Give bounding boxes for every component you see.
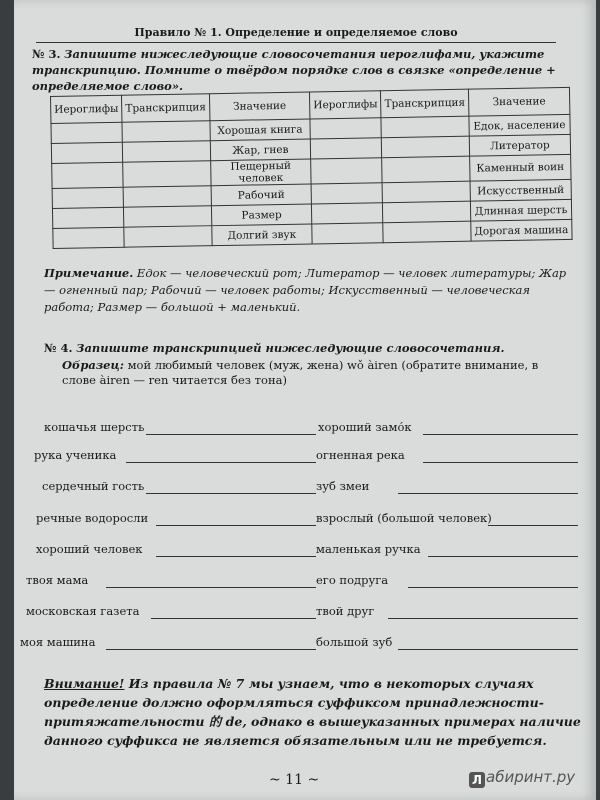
table-cell[interactable]	[382, 181, 470, 203]
answer-line[interactable]	[428, 556, 578, 557]
exercise-item	[316, 635, 578, 653]
table-cell: Долгий звук	[211, 224, 312, 246]
table-cell[interactable]	[124, 226, 212, 248]
note-label: Примечание.	[44, 266, 134, 280]
table-cell: Едок, население	[469, 114, 570, 136]
exercise-item	[36, 511, 316, 529]
table-cell[interactable]	[383, 201, 471, 223]
exercise-item	[316, 542, 578, 560]
exercise-item	[26, 573, 316, 591]
answer-line[interactable]	[408, 587, 578, 588]
textbook-page	[14, 0, 596, 800]
exercise-item	[34, 448, 316, 466]
exercise-item	[316, 511, 578, 529]
table-cell[interactable]	[123, 161, 211, 188]
exercise-item	[316, 573, 578, 591]
table-cell: Рабочий	[211, 184, 312, 206]
table-cell[interactable]	[51, 142, 123, 163]
exercise-item	[316, 479, 578, 497]
attention-text: Из правила № 7 мы узнаем, что в некоторых случаях определение должно оформляться суффиксом принадлежности-притяжательности 的 de, однако в вышеуказанных примерах наличие данного суффикса не является обязательным или не требуется.	[44, 676, 581, 748]
exercise-label: хороший замо́к	[318, 420, 412, 434]
table-cell: Литератор	[469, 134, 570, 156]
exercise-item	[26, 604, 316, 622]
note-text: Едок — человеческий рот; Литератор — человек литературы; Жар — огненный пар; Рабочий — человек работы; Искусственный — человеческая работа; Размер — большой + маленький.	[44, 266, 567, 314]
example-text: мой любимый человек (муж, жена) wǒ àiren (обратите внимание, в слове àiren — ren читается без тона)	[62, 358, 539, 387]
answer-line[interactable]	[106, 587, 316, 588]
table-cell[interactable]	[311, 183, 383, 204]
table-cell[interactable]	[310, 138, 382, 159]
task-3-number: № 3.	[32, 47, 61, 61]
table-cell: Хорошая книга	[210, 119, 311, 141]
table-cell: Каменный воин	[469, 154, 571, 181]
answer-line[interactable]	[398, 649, 578, 650]
task-3-text: Запишите нижеследующие словосочетания иероглифами, укажите транскрипцию. Помните о твёрдом порядке слов в связке «определение + определяемое слово».	[32, 47, 556, 93]
table-cell[interactable]	[381, 116, 469, 138]
answer-line[interactable]	[488, 525, 578, 526]
watermark	[469, 768, 575, 788]
watermark-text: абиринт.ру	[486, 768, 576, 786]
table-cell: Жар, гнев	[210, 139, 311, 161]
table-cell[interactable]	[122, 121, 210, 143]
exercise-item	[20, 635, 316, 653]
exercise-label: сердечный гость	[42, 479, 145, 493]
exercise-label: маленькая ручка	[316, 542, 421, 556]
table-cell[interactable]	[310, 118, 382, 139]
table-cell[interactable]	[122, 141, 210, 163]
table-cell: Пещерный человек	[210, 159, 311, 186]
table-cell[interactable]	[382, 156, 470, 183]
table-cell: Длинная шерсть	[470, 199, 571, 221]
table-cell: Размер	[211, 204, 312, 226]
exercise-item	[42, 479, 316, 497]
exercise-label: его подруга	[316, 573, 389, 587]
exercise-label: взрослый (большой человек)	[316, 511, 492, 525]
exercise-label: большой зуб	[316, 635, 393, 649]
exercise-item	[318, 420, 578, 438]
exercise-item	[36, 542, 316, 560]
col-header: Значение	[468, 87, 570, 116]
col-header: Транскрипция	[122, 94, 210, 123]
answer-line[interactable]	[423, 434, 578, 435]
answer-line[interactable]	[106, 649, 316, 650]
table-cell[interactable]	[383, 221, 471, 243]
attention-paragraph	[44, 674, 584, 750]
exercise-label: хороший человек	[36, 542, 143, 556]
page-number: ~ 11 ~	[269, 772, 320, 788]
exercise-item	[316, 604, 578, 622]
exercise-label: твой друг	[316, 604, 375, 618]
exercise-label: речные водоросли	[36, 511, 149, 525]
exercise-item	[316, 448, 578, 466]
exercise-label: огненная река	[316, 448, 405, 462]
example-block	[62, 358, 562, 388]
task-4	[44, 340, 584, 356]
answer-line[interactable]	[156, 525, 316, 526]
exercise-label: моя машина	[20, 635, 96, 649]
exercise-label: московская газета	[26, 604, 140, 618]
col-header: Иероглифы	[310, 91, 382, 119]
exercise-label: кошачья шерсть	[44, 420, 145, 434]
note-paragraph	[44, 265, 574, 316]
table-cell[interactable]	[51, 122, 123, 143]
col-header: Значение	[209, 92, 310, 121]
table-cell[interactable]	[311, 158, 383, 184]
example-label: Образец:	[62, 358, 124, 372]
table-cell: Дорогая машина	[471, 219, 572, 241]
exercise-label: зуб змеи	[316, 479, 370, 493]
task-4-text: Запишите транскрипцией нижеследующие словосочетания.	[76, 341, 505, 355]
attention-label: Внимание!	[44, 676, 125, 691]
table-cell[interactable]	[123, 186, 211, 208]
exercise-label: твоя мама	[26, 573, 89, 587]
answer-line[interactable]	[388, 618, 578, 619]
page-header: Правило № 1. Определение и определяемое слово	[36, 26, 556, 43]
words-table	[50, 87, 573, 249]
table-cell[interactable]	[312, 223, 384, 244]
table-cell[interactable]	[52, 162, 124, 188]
table-cell[interactable]	[124, 206, 212, 228]
answer-line[interactable]	[151, 618, 316, 619]
answer-line[interactable]	[423, 462, 578, 463]
task-4-number: № 4.	[44, 341, 73, 355]
answer-line[interactable]	[146, 493, 316, 494]
col-header: Транскрипция	[381, 89, 469, 118]
answer-line[interactable]	[156, 556, 316, 557]
exercise-label: рука ученика	[34, 448, 117, 462]
table-cell[interactable]	[312, 203, 384, 224]
answer-line[interactable]	[146, 434, 316, 435]
col-header: Иероглифы	[51, 95, 123, 123]
labirint-logo-icon: Л	[469, 772, 485, 788]
table-cell[interactable]	[53, 227, 125, 248]
answer-line[interactable]	[126, 462, 316, 463]
table-cell[interactable]	[52, 187, 124, 208]
table-cell[interactable]	[52, 207, 124, 228]
answer-line[interactable]	[398, 493, 578, 494]
exercise-item	[44, 420, 316, 438]
table-cell: Искусственный	[470, 179, 571, 201]
table-cell[interactable]	[382, 136, 470, 158]
task-3	[32, 46, 572, 94]
